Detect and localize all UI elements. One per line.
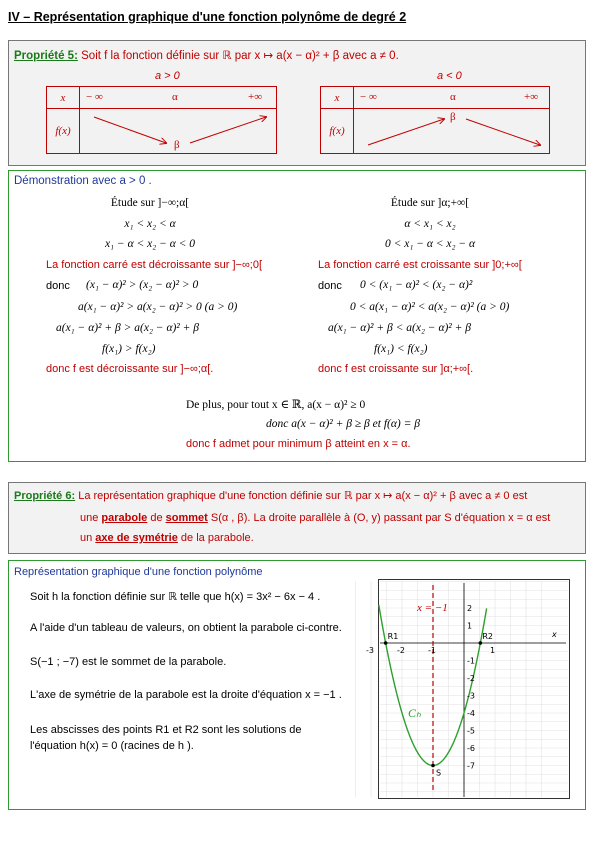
property-6-line-3	[80, 532, 254, 544]
demo-left-head: Étude sur ]−∞;α[	[110, 197, 190, 209]
curve-label: Cₕ	[408, 706, 421, 720]
demo-intro: Démonstration avec a > 0 .	[14, 175, 152, 187]
table-x-header: x	[47, 87, 80, 109]
y-tick-label: -3	[467, 691, 475, 701]
table-fx-header: f(x)	[321, 109, 354, 154]
property-6-text-3a: un	[80, 532, 96, 544]
r1-point	[384, 641, 388, 645]
demo-left-l1: x₁ < x₂ < α	[124, 218, 176, 230]
demo-left-l2: x₁ − α < x₂ − α < 0	[104, 238, 196, 250]
y-tick-label: -5	[467, 726, 475, 736]
demo-right-l6: a(x₁ − α)² + β < a(x₂ − α)² + β	[328, 322, 471, 334]
y-tick-label: -1	[467, 656, 475, 666]
minus-infinity: − ∞	[86, 91, 103, 103]
example-p4: L'axe de symétrie de la parabole est la droite d'équation x = −1 .	[30, 689, 342, 701]
demo-left-l4: (x₁ − α)² > (x₂ − α)² > 0	[86, 279, 199, 291]
demo-left-l7: f(x₁) > f(x₂)	[102, 343, 156, 355]
property-6-line-2	[80, 512, 550, 524]
x-tick-label: 1	[490, 646, 496, 655]
x-axis-label: x	[552, 630, 557, 639]
left-condition: a > 0	[155, 70, 180, 82]
example-p2: A l'aide d'un tableau de valeurs, on obtient la parabole ci-contre.	[30, 622, 342, 634]
r1-label: R1	[387, 632, 399, 641]
property-6-text-2b: de	[147, 512, 166, 524]
example-p3: S(−1 ; −7) est le sommet de la parabole.	[30, 656, 227, 668]
x-tick-label: -2	[397, 646, 405, 655]
r2-label: R2	[482, 632, 494, 641]
demo-right-l7: f(x₁) < f(x₂)	[374, 343, 428, 355]
property-5-label: Propriété 5:	[14, 50, 78, 62]
beta-min: β	[174, 139, 180, 151]
demo-more-3: donc f admet pour minimum β atteint en x = α.	[186, 438, 411, 450]
alpha-value: α	[450, 91, 456, 103]
property-6-label: Propriété 6:	[14, 490, 76, 502]
y-tick-label: 1	[467, 621, 473, 631]
vertex-label: S	[436, 768, 442, 778]
symmetry-axis-label: x = −1	[417, 602, 448, 614]
demo-right-l8: donc f est croissante sur ]α;+∞[.	[318, 363, 474, 375]
y-tick-label: -6	[467, 744, 475, 753]
demo-right-l3: La fonction carré est croissante sur ]0;+∞[	[318, 259, 522, 271]
minus-infinity: − ∞	[360, 91, 377, 103]
variation-table-left	[46, 86, 277, 154]
example-p1: Soit h la fonction définie sur ℝ telle que h(x) = 3x² − 6x − 4 .	[30, 591, 321, 603]
property-6-text-1: La représentation graphique d'une fonction définie sur ℝ par x ↦ a(x − α)² + β avec a ≠ 0 est	[78, 490, 528, 502]
sommet-term: sommet	[165, 512, 208, 524]
table-x-header: x	[321, 87, 354, 109]
plus-infinity: +∞	[524, 91, 539, 103]
plus-infinity: +∞	[248, 91, 263, 103]
section-title: IV – Représentation graphique d'une fonction polynôme de degré 2	[8, 10, 407, 24]
vertex-point	[431, 764, 435, 768]
beta-max: β	[450, 111, 456, 123]
example-title: Représentation graphique d'une fonction polynôme	[14, 566, 263, 578]
table-fx-header: f(x)	[47, 109, 80, 154]
demo-right-l4: 0 < (x₁ − α)² < (x₂ − α)²	[360, 279, 473, 291]
parabola-graph	[366, 579, 570, 799]
property-5-text: Soit f la fonction définie sur ℝ par x ↦ a(x − α)² + β avec a ≠ 0.	[81, 50, 399, 62]
demo-right-l5: 0 < a(x₁ − α)² < a(x₂ − α)² (a > 0)	[350, 301, 510, 313]
alpha-value: α	[172, 91, 178, 103]
x-tick-label: -3	[366, 646, 374, 655]
property-6-text-2a: une	[80, 512, 102, 524]
x-tick-label: -1	[428, 646, 436, 655]
demo-left-donc1: donc	[46, 280, 70, 292]
demo-left-l3: La fonction carré est décroissante sur ]−∞;0[	[46, 259, 263, 271]
example-p5: Les abscisses des points R1 et R2 sont les solutions de	[30, 724, 302, 736]
demo-left-l5: a(x₁ − α)² > a(x₂ − α)² > 0 (a > 0)	[78, 301, 238, 313]
property-6-text-2c: S(α , β). La droite parallèle à (O, y) passant par S d'équation x = α est	[207, 512, 551, 524]
y-tick-label: -2	[467, 674, 475, 683]
axe-symetrie-term: axe de symétrie	[95, 532, 178, 544]
demo-left-l6: a(x₁ − α)² + β > a(x₂ − α)² + β	[56, 322, 199, 334]
parabole-term: parabole	[101, 512, 148, 524]
demo-more-2: donc a(x − α)² + β ≥ β et f(α) = β	[266, 418, 420, 430]
example-p6: l'équation h(x) = 0 (racines de h ).	[30, 740, 194, 752]
demo-right-head: Étude sur ]α;+∞[	[390, 197, 470, 209]
r2-point	[479, 641, 483, 645]
y-tick-label: 2	[467, 604, 473, 613]
property-6-text-3b: de la parabole.	[177, 532, 254, 544]
demo-right-l2: 0 < x₁ − α < x₂ − α	[384, 238, 476, 250]
y-tick-label: -7	[467, 761, 475, 771]
variation-table-right	[320, 86, 550, 154]
right-condition: a < 0	[437, 70, 462, 82]
demo-right-donc1: donc	[318, 280, 342, 292]
property-6-line-1	[14, 489, 527, 502]
property-5-statement	[14, 48, 399, 62]
demo-left-l8: donc f est décroissante sur ]−∞;α[.	[46, 363, 214, 375]
demo-more-1: De plus, pour tout x ∈ ℝ, a(x − α)² ≥ 0	[186, 399, 366, 411]
demo-right-l1: α < x₁ < x₂	[404, 218, 456, 230]
y-tick-label: -4	[467, 709, 475, 718]
